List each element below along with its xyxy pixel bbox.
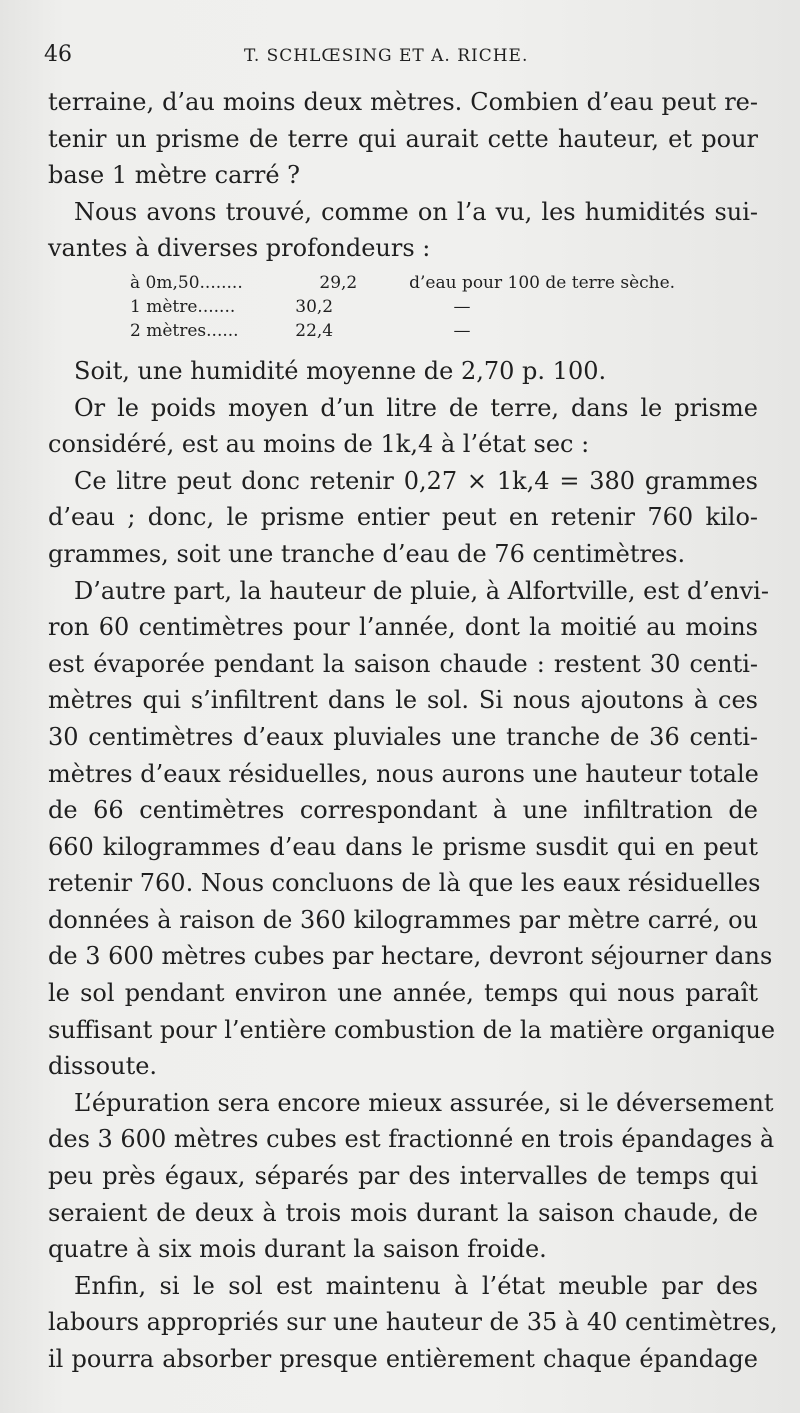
text-line: seraient de deux à trois mois durant la saison chaude, de bbox=[48, 1198, 758, 1227]
paragraph bbox=[48, 84, 758, 194]
text-line: Or le poids moyen d’un litre de terre, dans le prisme bbox=[74, 393, 758, 422]
table-row bbox=[130, 295, 758, 319]
text-line: considéré, est au moins de 1k,4 à l’état sec : bbox=[48, 430, 590, 459]
text-line: terraine, d’au moins deux mètres. Combien d’eau peut re- bbox=[48, 88, 758, 116]
paragraph bbox=[48, 1268, 778, 1378]
text-line: base 1 mètre carré ? bbox=[48, 161, 301, 190]
text-line: 660 kilogrammes d’eau dans le prisme susdit qui en peut bbox=[48, 832, 758, 861]
table-row bbox=[130, 319, 758, 343]
table-cell-depth: à 0m,50........ bbox=[130, 272, 243, 293]
text-line: le sol pendant environ une année, temps qui nous paraît bbox=[48, 979, 758, 1008]
page-number: 46 bbox=[44, 42, 72, 67]
text-line: peu près égaux, séparés par des intervalles de temps qui bbox=[48, 1162, 758, 1191]
text-line: dissoute. bbox=[48, 1052, 158, 1081]
text-line: quatre à six mois durant la saison froide. bbox=[48, 1235, 547, 1264]
text-line: L’épuration sera encore mieux assurée, si le déversement bbox=[74, 1088, 774, 1117]
table-cell-desc: d’eau pour 100 de terre sèche. bbox=[409, 272, 676, 293]
text-line: mètres qui s’infiltrent dans le sol. Si nous ajoutons à ces bbox=[48, 686, 758, 715]
text-line: il pourra absorber presque entièrement chaque épandage bbox=[48, 1345, 758, 1373]
text-line: Ce litre peut donc retenir 0,27 × 1k,4 = 380 grammes bbox=[74, 466, 758, 495]
table-cell-desc: — bbox=[453, 296, 471, 317]
text-line: d’eau ; donc, le prisme entier peut en retenir 760 kilo- bbox=[48, 503, 758, 532]
table-cell-value: 29,2 bbox=[319, 272, 358, 293]
table-row bbox=[130, 271, 758, 295]
table-cell-desc: — bbox=[453, 320, 471, 341]
running-head: T. SCHLŒSING ET A. RICHE. bbox=[244, 46, 529, 66]
table-cell-value: 30,2 bbox=[295, 296, 334, 317]
page-header bbox=[44, 42, 756, 76]
text-line: labours appropriés sur une hauteur de 35 à 40 centimètres, bbox=[48, 1308, 778, 1337]
text-line: grammes, soit une tranche d’eau de 76 centimètres. bbox=[48, 539, 686, 568]
text-line: retenir 760. Nous concluons de là que les eaux résiduelles bbox=[48, 869, 761, 898]
paragraph bbox=[48, 353, 758, 390]
text-line: 30 centimètres d’eaux pluviales une tranche de 36 centi- bbox=[48, 722, 758, 751]
paragraph bbox=[48, 573, 776, 1085]
text-line: est évaporée pendant la saison chaude : restent 30 centi- bbox=[48, 649, 758, 678]
paragraph bbox=[48, 1085, 775, 1268]
table-cell-depth: 1 mètre....... bbox=[130, 296, 236, 317]
text-line: de 66 centimètres correspondant à une infiltration de bbox=[48, 796, 758, 825]
text-line: Soit, une humidité moyenne de 2,70 p. 100. bbox=[74, 356, 607, 385]
paragraph bbox=[48, 463, 758, 573]
text-line: des 3 600 mètres cubes est fractionné en trois épandages à bbox=[48, 1125, 775, 1154]
text-line: mètres d’eaux résiduelles, nous aurons une hauteur totale bbox=[48, 759, 759, 788]
text-line: D’autre part, la hauteur de pluie, à Alfortville, est d’envi- bbox=[74, 576, 769, 605]
table-cell-depth: 2 mètres...... bbox=[130, 320, 239, 341]
table-cell-value: 22,4 bbox=[295, 320, 334, 341]
text-line: vantes à diverses profondeurs : bbox=[48, 234, 431, 263]
text-line: Nous avons trouvé, comme on l’a vu, les humidités sui- bbox=[74, 197, 758, 226]
paragraph bbox=[48, 390, 758, 463]
text-line: Enfin, si le sol est maintenu à l’état meuble par des bbox=[74, 1271, 758, 1300]
humidity-table bbox=[130, 271, 758, 343]
text-line: données à raison de 360 kilogrammes par mètre carré, ou bbox=[48, 905, 758, 934]
text-line: suffisant pour l’entière combustion de la matière organique bbox=[48, 1015, 776, 1044]
text-line: tenir un prisme de terre qui aurait cette hauteur, et pour bbox=[48, 124, 758, 153]
page-body bbox=[48, 84, 778, 1378]
text-line: de 3 600 mètres cubes par hectare, devront séjourner dans bbox=[48, 942, 773, 971]
text-line: ron 60 centimètres pour l’année, dont la moitié au moins bbox=[48, 613, 758, 642]
paragraph bbox=[48, 194, 758, 267]
